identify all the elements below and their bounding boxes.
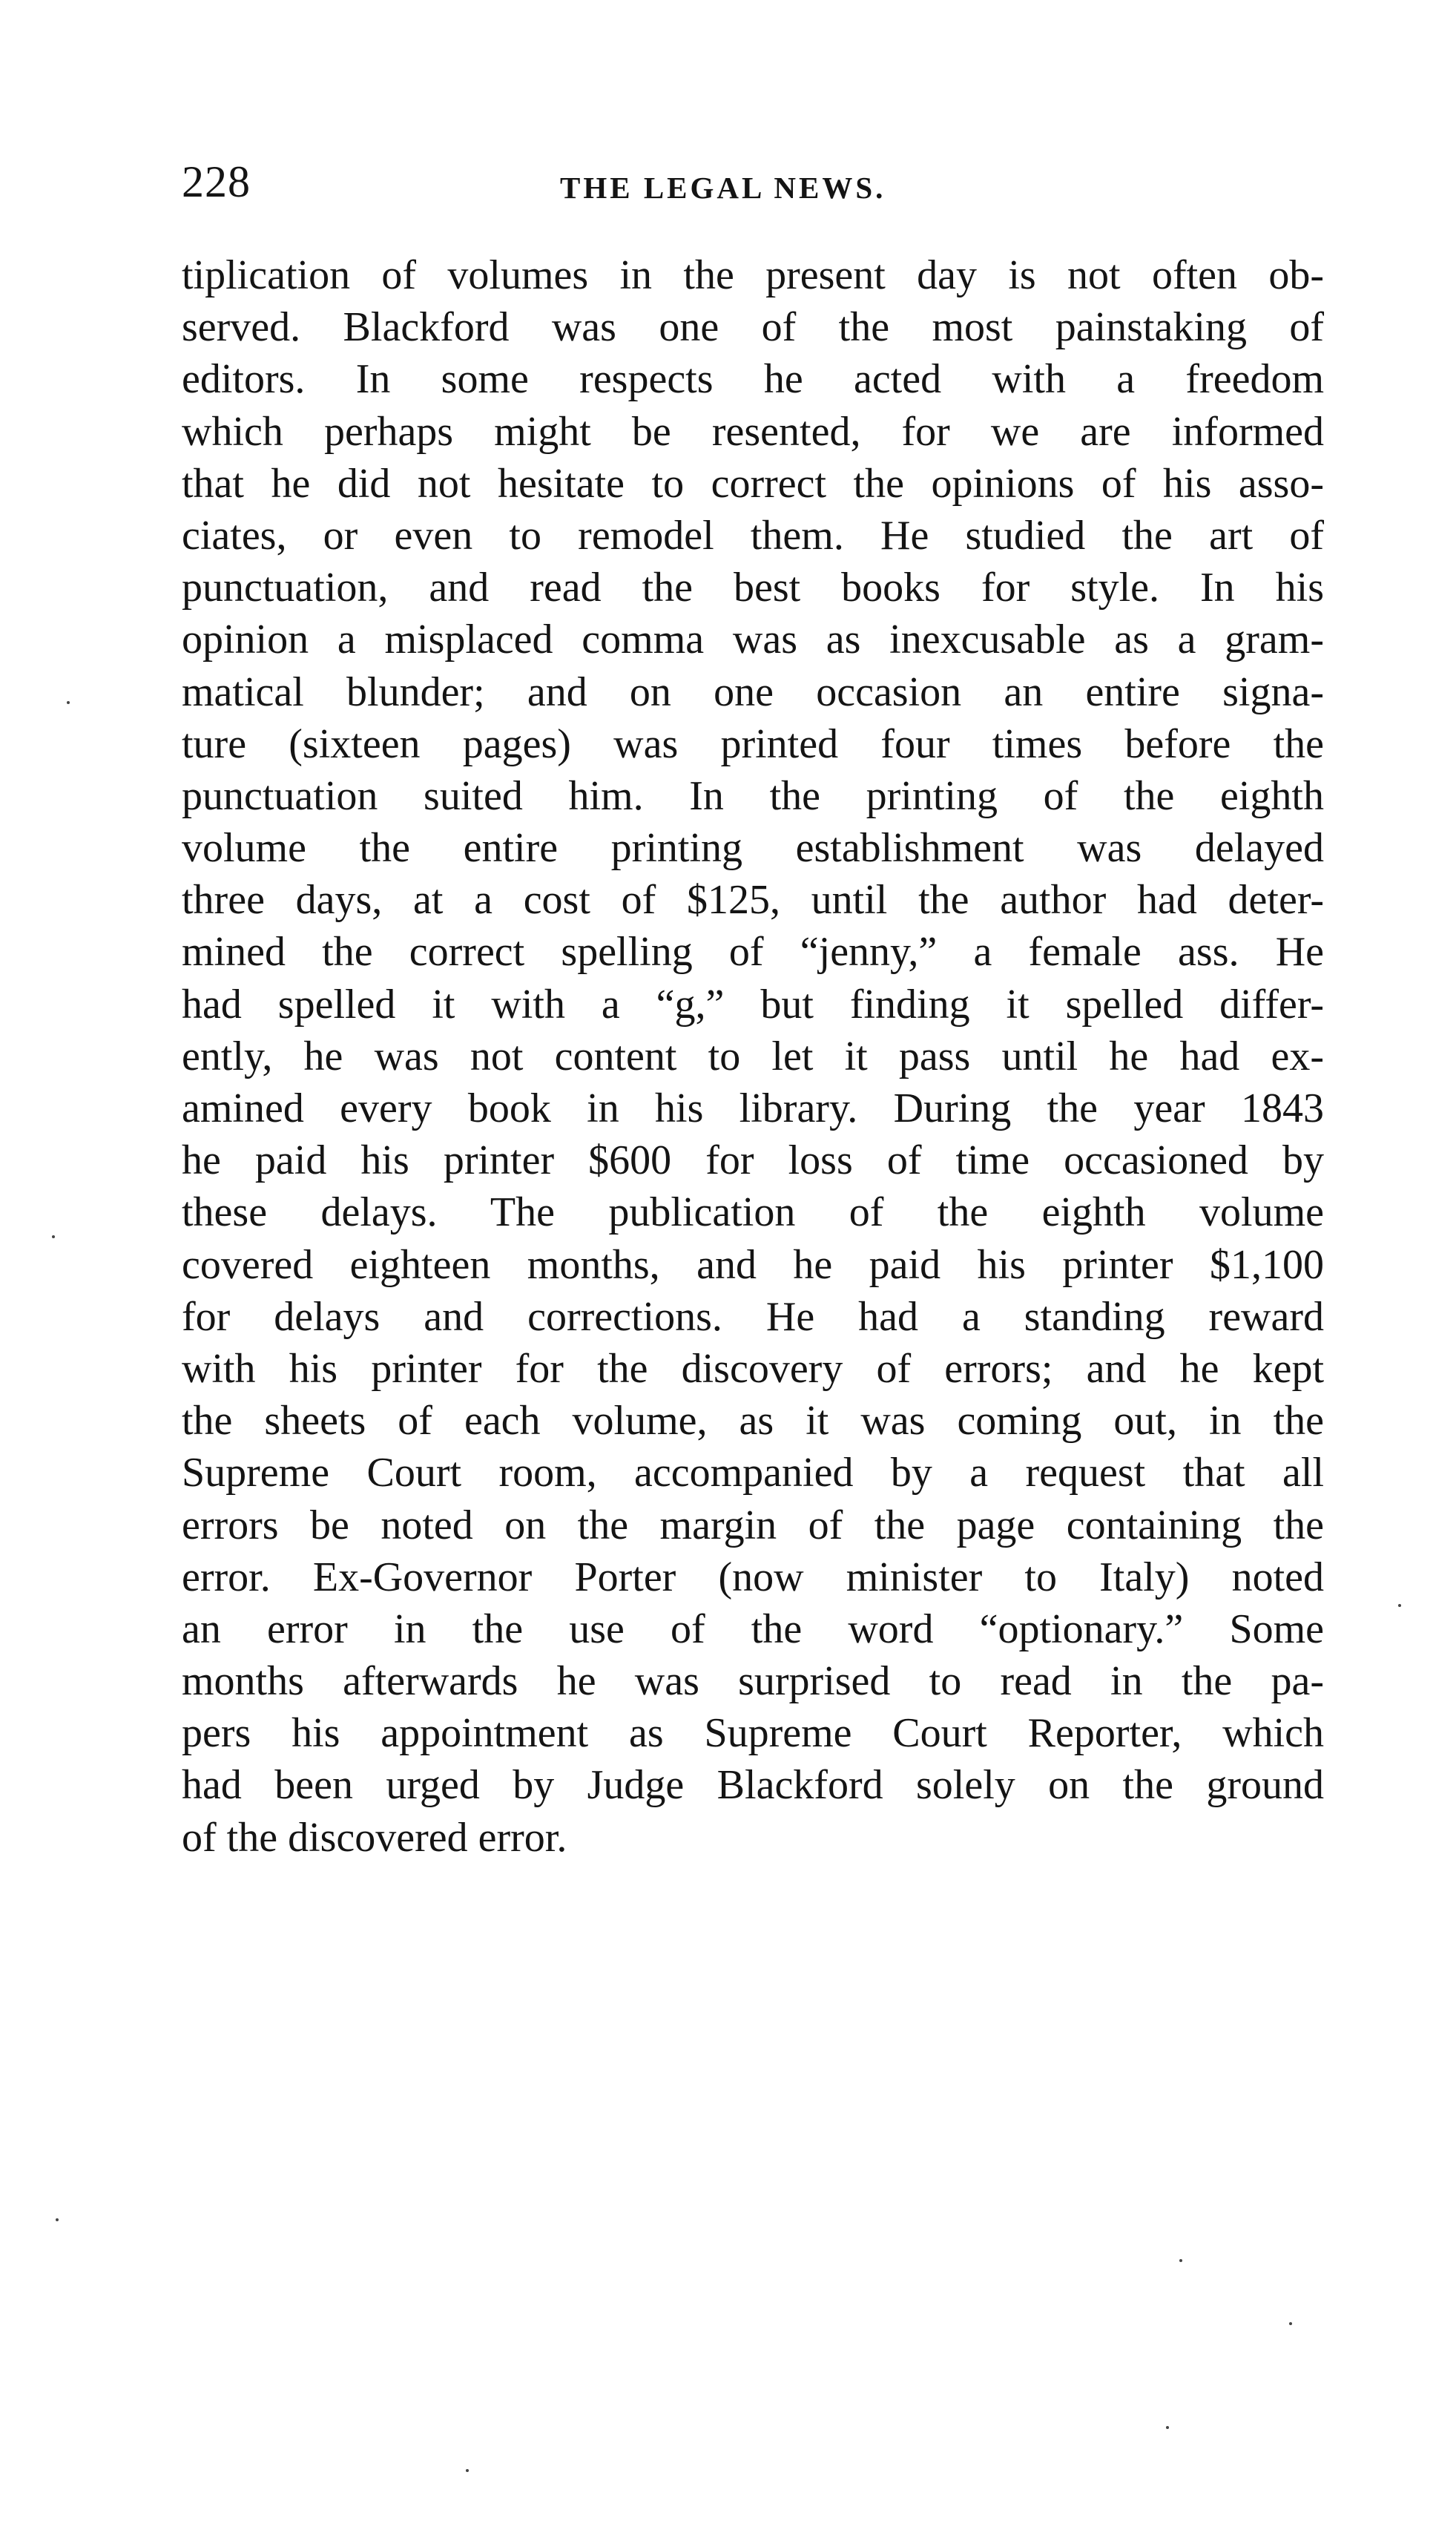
text-line: punctuation, and read the best books for style. In his: [182, 565, 1324, 611]
text-line: error. Ex-Governor Porter (now minister to Italy) noted: [182, 1554, 1324, 1600]
scan-speck: [1179, 2259, 1182, 2262]
text-line: an error in the use of the word “optionary.” Some: [182, 1605, 1324, 1652]
text-line: matical blunder; and on one occasion an entire signa-: [182, 668, 1324, 715]
text-line: punctuation suited him. In the printing of the eighth: [182, 772, 1324, 819]
scan-speck: [1398, 1604, 1401, 1607]
scan-speck: [67, 701, 70, 704]
scan-speck: [52, 1235, 55, 1238]
text-line: amined every book in his library. During the year 1843: [182, 1085, 1324, 1131]
text-line: errors be noted on the margin of the page containing the: [182, 1502, 1324, 1548]
text-line: editors. In some respects he acted with a freedom: [182, 356, 1324, 403]
text-line: had been urged by Judge Blackford solely on the ground: [182, 1762, 1324, 1809]
body-paragraph: [182, 249, 1324, 1864]
text-line: the sheets of each volume, as it was coming out, in the: [182, 1398, 1324, 1444]
text-line: volume the entire printing establishment was delayed: [182, 825, 1324, 872]
text-line: covered eighteen months, and he paid his printer $1,100: [182, 1241, 1324, 1288]
text-line: three days, at a cost of $125, until the author had deter-: [182, 877, 1324, 924]
text-line: opinion a misplaced comma was as inexcusable as a gram-: [182, 617, 1324, 663]
scan-speck: [466, 2469, 469, 2472]
text-line: ciates, or even to remodel them. He studied the art of: [182, 512, 1324, 559]
text-line: that he did not hesitate to correct the opinions of his asso-: [182, 460, 1324, 507]
scan-speck: [1166, 2426, 1169, 2429]
text-line: with his printer for the discovery of errors; and he kept: [182, 1345, 1324, 1392]
text-line: pers his appointment as Supreme Court Reporter, which: [182, 1710, 1324, 1757]
scan-speck: [56, 2218, 59, 2221]
text-line: had spelled it with a “g,” but finding it spelled differ-: [182, 981, 1324, 1028]
page-number: 228: [182, 157, 251, 206]
text-line: months afterwards he was surprised to read in the pa-: [182, 1658, 1324, 1705]
scan-speck: [1289, 2322, 1292, 2325]
text-line: of the discovered error.: [182, 1814, 567, 1861]
text-line: he paid his printer $600 for loss of time occasioned by: [182, 1137, 1324, 1184]
text-line: tiplication of volumes in the present day is not often ob-: [182, 252, 1324, 298]
text-line: these delays. The publication of the eighth volume: [182, 1189, 1324, 1236]
text-line: ture (sixteen pages) was printed four times before the: [182, 720, 1324, 767]
text-line: Supreme Court room, accompanied by a request that all: [182, 1450, 1324, 1496]
running-head: THE LEGAL NEWS.: [560, 171, 886, 205]
page-header: [182, 152, 1324, 219]
text-line: ently, he was not content to let it pass until he had ex-: [182, 1033, 1324, 1079]
text-line: for delays and corrections. He had a standing reward: [182, 1293, 1324, 1340]
text-line: mined the correct spelling of “jenny,” a female ass. He: [182, 929, 1324, 976]
text-line: which perhaps might be resented, for we are informed: [182, 408, 1324, 455]
text-line: served. Blackford was one of the most painstaking of: [182, 304, 1324, 351]
